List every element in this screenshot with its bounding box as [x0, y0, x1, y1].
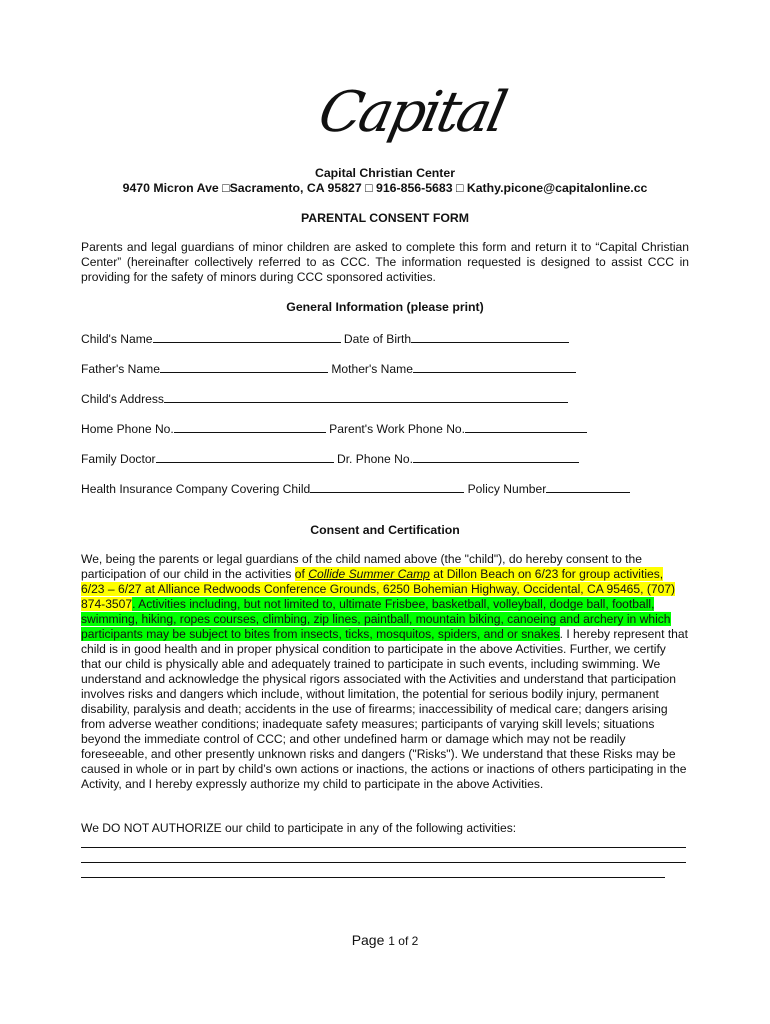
highlight-of: of [294, 567, 309, 581]
consent-paragraph [81, 552, 689, 792]
row-parents [81, 360, 576, 376]
family-doctor-label: Family Doctor [81, 452, 156, 466]
child-name-blank[interactable] [153, 330, 341, 343]
activities-highlight: . Activities including, but not limited to, ultimate Frisbee, basketball, volleyball, dodge ball, football, swimming, hiking, ropes courses, climbing, zip lines, paintball, mountain biking, canoeing and archery in which participants may be subject to bites from insects, ticks, mosquitos, spiders, and or snakes [81, 597, 671, 641]
child-name-label: Child's Name [81, 332, 153, 346]
activity-exclusion-line[interactable] [81, 877, 665, 878]
dr-phone-blank[interactable] [413, 450, 579, 463]
home-phone-blank[interactable] [174, 420, 326, 433]
dr-phone-label: Dr. Phone No. [336, 452, 413, 466]
dob-blank[interactable] [411, 330, 569, 343]
event-location-highlight: at Dillon Beach on 6/23 for group activities, 6/23 – 6/27 at Alliance Redwoods Conference Grounds, 6250 Bohemian Highway, Occidental, CA 95465, (707) 874-3507 [81, 567, 676, 611]
org-name: Capital Christian Center [314, 166, 456, 180]
intro-paragraph: Parents and legal guardians of minor children are asked to complete this form and return it to “Capital Christian Center” (hereinafter collectively referred to as CCC. The information requested is designed to assist CCC in providing for the safety of minors during CCC sponsored activities. [81, 240, 689, 284]
capital-logo: Capital [313, 80, 510, 145]
event-name: Collide Summer Camp [308, 567, 430, 581]
row-insurance [81, 480, 630, 496]
row-phones [81, 420, 587, 436]
parent-work-phone-blank[interactable] [465, 420, 587, 433]
page-word: Page [351, 932, 385, 948]
child-address-blank[interactable] [164, 390, 568, 403]
dob-label: Date of Birth [343, 332, 412, 346]
activity-exclusion-line[interactable] [81, 847, 686, 848]
row-doctor [81, 450, 579, 466]
row-address [81, 390, 568, 406]
activity-exclusion-line[interactable] [81, 862, 686, 863]
insurance-blank[interactable] [310, 480, 464, 493]
mother-name-label: Mother's Name [331, 362, 413, 376]
mother-name-blank[interactable] [413, 360, 576, 373]
home-phone-label: Home Phone No. [81, 422, 174, 436]
consent-heading: Consent and Certification [310, 523, 460, 537]
page-number [0, 932, 770, 948]
family-doctor-blank[interactable] [156, 450, 334, 463]
parent-work-phone-label: Parent's Work Phone No. [329, 422, 466, 436]
page-of: 1 of 2 [388, 934, 419, 948]
child-address-label: Child's Address [81, 392, 164, 406]
row-child-name [81, 330, 569, 346]
policy-number-blank[interactable] [546, 480, 630, 493]
father-name-label: Father's Name [81, 362, 160, 376]
insurance-label: Health Insurance Company Covering Child [81, 482, 311, 496]
general-info-heading: General Information (please print) [286, 300, 484, 314]
not-authorize-text: We DO NOT AUTHORIZE our child to participate in any of the following activities: [81, 821, 517, 835]
consent-text-start: We, being the parents or legal guardians of the child named above (the "child"), do hereby consent to the participation of our child in the activities [81, 552, 642, 581]
consent-text-rest: . I hereby represent that child is in good health and in proper physical condition to participate in the above Activities. Further, we certify that our child is physically able and adequately trained to participate in such events, including swimming. We understand and acknowledge the physical rigors associated with the Activities and understand that participation involves risks and dangers which include, without limitation, the potential for serious bodily injury, permanent disability, paralysis and death; accidents in the use of firearms; inaccessibility of medical care; dangers arising from adverse weather conditions; inadequate safety measures; participants of varying skill levels; situations beyond the immediate control of CCC; and other undefined harm or damage which may not be readily foreseeable, and other presently unknown risks and dangers ("Risks"). We understand that these Risks may be caused in whole or in part by child’s own actions or inactions, the actions or inactions of others participating in the Activity, and I hereby expressly authorize my child to participate in the above Activities. [81, 627, 688, 791]
father-name-blank[interactable] [160, 360, 328, 373]
policy-number-label: Policy Number [467, 482, 547, 496]
org-address: 9470 Micron Ave □Sacramento, CA 95827 □ 916-856-5683 □ Kathy.picone@capitalonline.cc [122, 181, 648, 195]
form-title: PARENTAL CONSENT FORM [300, 211, 470, 225]
